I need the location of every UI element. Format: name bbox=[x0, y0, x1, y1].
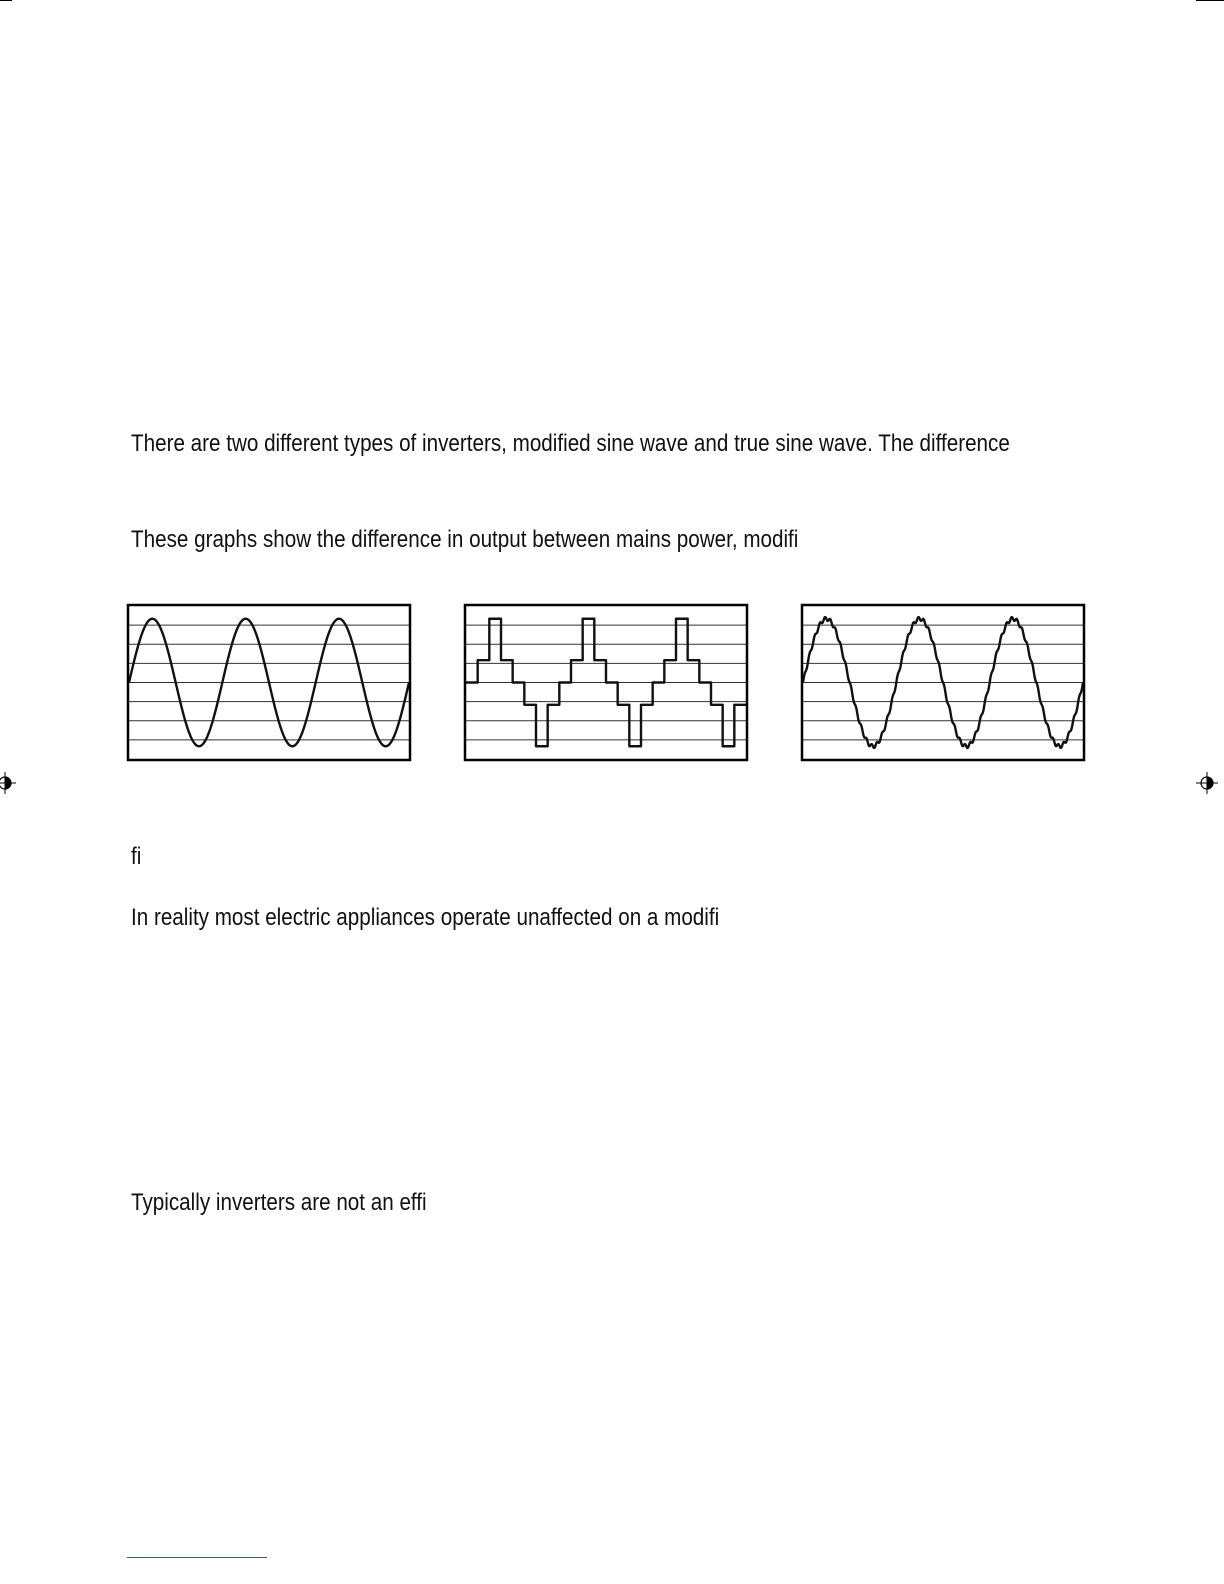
paragraph-intro: There are two different types of inverters, modified sine wave and true sine wave. The difference bbox=[131, 430, 1010, 457]
true-sine-wave-chart bbox=[801, 604, 1085, 761]
crop-mark-top-right bbox=[1196, 0, 1224, 1]
graph-true-sine-wave bbox=[801, 604, 1085, 761]
graph-modified-sine-wave bbox=[464, 604, 748, 761]
paragraph-fragment: fi bbox=[131, 843, 142, 870]
modified-sine-wave-chart bbox=[464, 604, 748, 761]
crop-mark-top-left bbox=[0, 0, 12, 1]
graph-mains-power bbox=[127, 604, 411, 761]
paragraph-reality: In reality most electric appliances operate unaffected on a modifi bbox=[131, 904, 720, 931]
registration-mark-right-icon bbox=[1196, 772, 1218, 794]
registration-mark-left-icon bbox=[0, 772, 16, 794]
paragraph-graphs-caption: These graphs show the difference in output between mains power, modifi bbox=[131, 526, 799, 553]
paragraph-efficiency: Typically inverters are not an effi bbox=[131, 1189, 427, 1216]
mains-sine-wave-chart bbox=[127, 604, 411, 761]
footer-rule bbox=[127, 1557, 267, 1558]
